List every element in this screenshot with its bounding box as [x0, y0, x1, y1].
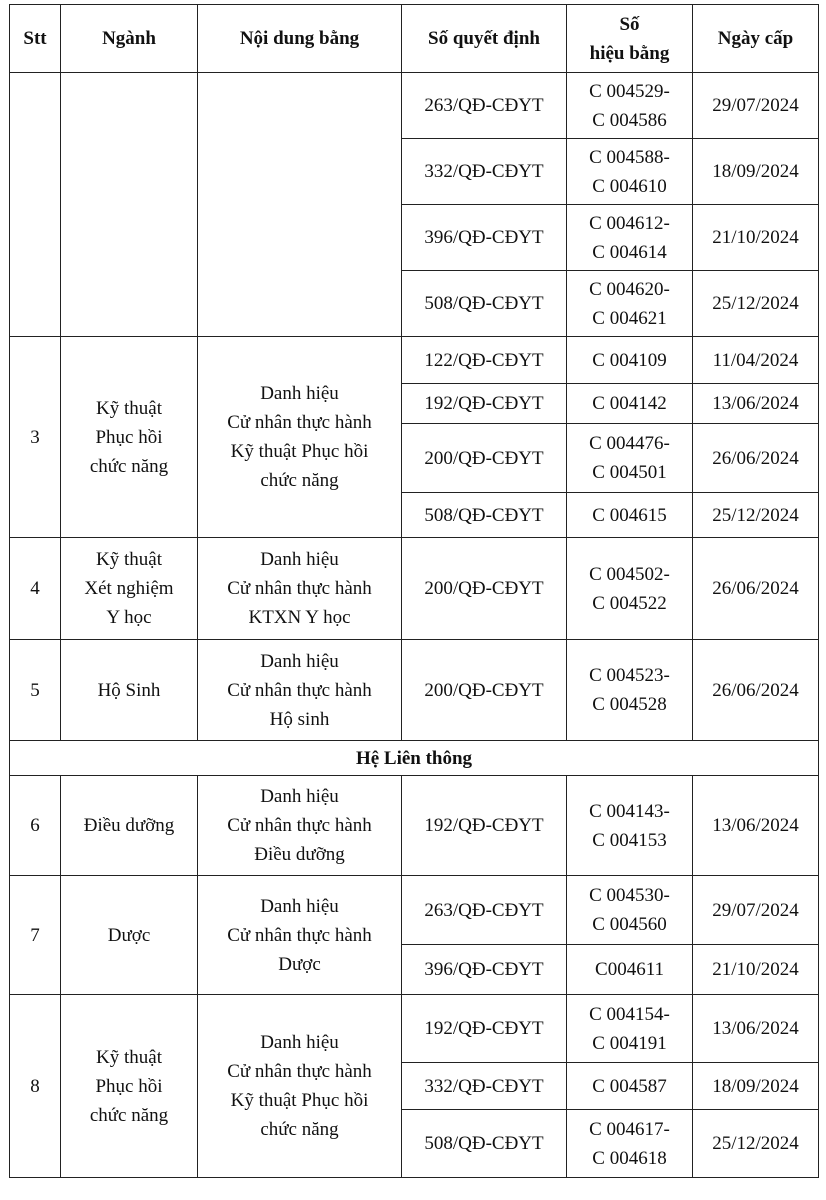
noi-dung-line: Danh hiệu	[260, 786, 339, 807]
cell-so-hieu	[567, 995, 693, 1063]
cell-nganh	[61, 876, 198, 995]
cell-ngay-cap: 25/12/2024	[693, 493, 819, 538]
cell-stt: 8	[10, 995, 61, 1178]
nganh-line: Phục hồi	[95, 426, 163, 448]
so-hieu-line: C 004191	[592, 1032, 667, 1054]
noi-dung-line: Danh hiệu	[260, 1032, 339, 1053]
noi-dung-line: Dược	[278, 953, 321, 975]
table-row	[10, 640, 819, 741]
table-row	[10, 995, 819, 1063]
cell-so-hieu	[567, 139, 693, 205]
cell-so-quyet-dinh: 192/QĐ-CĐYT	[402, 995, 567, 1063]
cell-so-quyet-dinh: 200/QĐ-CĐYT	[402, 424, 567, 493]
noi-dung-line: Cử nhân thực hành	[227, 679, 372, 701]
header-ngay-cap: Ngày cấp	[693, 5, 819, 73]
cell-noi-dung	[198, 538, 402, 640]
cell-nganh	[61, 995, 198, 1178]
section-title: Hệ Liên thông	[10, 741, 819, 776]
header-so-quyet-dinh: Số quyết định	[402, 5, 567, 73]
cell-stt: 6	[10, 776, 61, 876]
cell-ngay-cap: 26/06/2024	[693, 538, 819, 640]
cell-so-hieu	[567, 205, 693, 271]
cell-so-hieu	[567, 640, 693, 741]
so-hieu-line: C 004617-	[589, 1118, 670, 1140]
so-hieu-line: C 004530-	[589, 885, 670, 906]
cell-ngay-cap: 18/09/2024	[693, 139, 819, 205]
cell-so-hieu	[567, 73, 693, 139]
cell-so-quyet-dinh: 263/QĐ-CĐYT	[402, 876, 567, 945]
so-hieu-line: C004611	[595, 959, 664, 980]
so-hieu-line: C 004560	[592, 914, 667, 935]
header-row	[10, 5, 819, 73]
cell-ngay-cap: 25/12/2024	[693, 271, 819, 337]
so-hieu-line: C 004620-	[589, 278, 670, 300]
cell-so-hieu	[567, 1063, 693, 1110]
so-hieu-line: C 004529-	[589, 80, 670, 102]
cell-ngay-cap: 29/07/2024	[693, 73, 819, 139]
cell-ngay-cap: 13/06/2024	[693, 776, 819, 876]
cell-so-hieu	[567, 424, 693, 493]
cell-stt: 4	[10, 538, 61, 640]
cell-ngay-cap: 21/10/2024	[693, 945, 819, 995]
noi-dung-line: Cử nhân thực hành	[227, 1061, 372, 1082]
cell-so-hieu	[567, 538, 693, 640]
cell-ngay-cap: 13/06/2024	[693, 384, 819, 424]
table-row	[10, 73, 819, 139]
cell-ngay-cap: 26/06/2024	[693, 640, 819, 741]
cell-so-hieu	[567, 271, 693, 337]
cell-so-quyet-dinh: 332/QĐ-CĐYT	[402, 139, 567, 205]
cell-nganh	[61, 640, 198, 741]
so-hieu-line: C 004154-	[589, 1003, 670, 1025]
cell-ngay-cap: 29/07/2024	[693, 876, 819, 945]
so-hieu-line: C 004621	[592, 307, 667, 329]
nganh-line: Điều dưỡng	[83, 815, 175, 836]
cell-so-hieu	[567, 945, 693, 995]
noi-dung-line: Kỹ thuật Phục hồi	[230, 1090, 369, 1111]
so-hieu-line: C 004587	[592, 1075, 667, 1097]
noi-dung-line: Danh hiệu	[260, 383, 339, 404]
noi-dung-line: Cử nhân thực hành	[227, 412, 372, 433]
cell-nganh	[61, 538, 198, 640]
noi-dung-line: chức năng	[260, 1119, 339, 1140]
cell-so-hieu	[567, 337, 693, 384]
cell-stt	[10, 73, 61, 337]
so-hieu-line: C 004502-	[589, 563, 670, 585]
noi-dung-line: Danh hiệu	[260, 895, 339, 917]
cell-stt: 5	[10, 640, 61, 741]
cell-so-hieu	[567, 384, 693, 424]
noi-dung-line: KTXN Y học	[248, 607, 351, 628]
header-nganh: Ngành	[61, 5, 198, 73]
header-noi-dung: Nội dung bằng	[198, 5, 402, 73]
table-row	[10, 337, 819, 384]
nganh-line: Dược	[107, 924, 151, 946]
table-row	[10, 776, 819, 876]
noi-dung-line: chức năng	[260, 470, 339, 491]
nganh-line: Kỹ thuật	[96, 397, 162, 419]
so-hieu-line: C 004523-	[589, 665, 670, 686]
cell-so-quyet-dinh: 396/QĐ-CĐYT	[402, 945, 567, 995]
cell-so-quyet-dinh: 263/QĐ-CĐYT	[402, 73, 567, 139]
so-hieu-line: C 004142	[592, 393, 667, 414]
cell-ngay-cap: 21/10/2024	[693, 205, 819, 271]
header-so-hieu-line-1: Số	[619, 13, 640, 35]
noi-dung-line: Kỹ thuật Phục hồi	[230, 441, 369, 462]
so-hieu-line: C 004143-	[589, 800, 670, 822]
cell-ngay-cap: 26/06/2024	[693, 424, 819, 493]
noi-dung-line: Cử nhân thực hành	[227, 815, 372, 836]
cell-nganh	[61, 73, 198, 337]
so-hieu-line: C 004501	[592, 462, 667, 483]
cell-stt: 3	[10, 337, 61, 538]
cell-so-quyet-dinh: 396/QĐ-CĐYT	[402, 205, 567, 271]
cell-so-quyet-dinh: 122/QĐ-CĐYT	[402, 337, 567, 384]
cell-noi-dung	[198, 776, 402, 876]
so-hieu-line: C 004610	[592, 175, 667, 197]
cell-so-hieu	[567, 776, 693, 876]
cell-ngay-cap: 11/04/2024	[693, 337, 819, 384]
cell-so-quyet-dinh: 508/QĐ-CĐYT	[402, 271, 567, 337]
header-stt: Stt	[10, 5, 61, 73]
so-hieu-line: C 004522	[592, 592, 667, 614]
document-page	[9, 4, 819, 1178]
noi-dung-line: Cử nhân thực hành	[227, 924, 372, 946]
table-row	[10, 876, 819, 945]
so-hieu-line: C 004586	[592, 109, 667, 131]
nganh-line: Y học	[106, 607, 152, 628]
so-hieu-line: C 004528	[592, 694, 667, 715]
cell-noi-dung	[198, 876, 402, 995]
diploma-table	[9, 4, 819, 1178]
cell-noi-dung	[198, 995, 402, 1178]
nganh-line: Kỹ thuật	[96, 1046, 162, 1068]
cell-so-quyet-dinh: 332/QĐ-CĐYT	[402, 1063, 567, 1110]
so-hieu-line: C 004109	[592, 349, 667, 371]
nganh-line: Hộ Sinh	[97, 679, 161, 701]
cell-so-hieu	[567, 876, 693, 945]
so-hieu-line: C 004615	[592, 504, 667, 526]
so-hieu-line: C 004153	[592, 829, 667, 851]
cell-so-quyet-dinh: 508/QĐ-CĐYT	[402, 493, 567, 538]
header-so-hieu-bang	[567, 5, 693, 73]
cell-so-hieu	[567, 493, 693, 538]
header-so-hieu-line-2: hiệu bằng	[589, 42, 670, 64]
noi-dung-line: Điều dưỡng	[254, 844, 345, 865]
cell-noi-dung	[198, 640, 402, 741]
cell-so-quyet-dinh: 508/QĐ-CĐYT	[402, 1110, 567, 1178]
cell-so-quyet-dinh: 200/QĐ-CĐYT	[402, 538, 567, 640]
cell-so-hieu	[567, 1110, 693, 1178]
nganh-line: chức năng	[89, 455, 169, 477]
nganh-line: Phục hồi	[95, 1075, 163, 1097]
so-hieu-line: C 004476-	[589, 433, 670, 454]
noi-dung-line: Hộ sinh	[269, 708, 330, 730]
so-hieu-line: C 004612-	[589, 212, 670, 234]
cell-nganh	[61, 337, 198, 538]
section-row	[10, 741, 819, 776]
cell-ngay-cap: 13/06/2024	[693, 995, 819, 1063]
nganh-line: chức năng	[89, 1104, 169, 1126]
nganh-line: Xét nghiệm	[84, 578, 174, 599]
cell-so-quyet-dinh: 192/QĐ-CĐYT	[402, 776, 567, 876]
cell-nganh	[61, 776, 198, 876]
cell-ngay-cap: 18/09/2024	[693, 1063, 819, 1110]
cell-so-quyet-dinh: 192/QĐ-CĐYT	[402, 384, 567, 424]
so-hieu-line: C 004588-	[589, 146, 670, 168]
noi-dung-line: Danh hiệu	[260, 549, 339, 570]
cell-noi-dung	[198, 73, 402, 337]
so-hieu-line: C 004614	[592, 241, 667, 263]
noi-dung-line: Danh hiệu	[260, 650, 339, 672]
cell-noi-dung	[198, 337, 402, 538]
cell-stt: 7	[10, 876, 61, 995]
cell-ngay-cap: 25/12/2024	[693, 1110, 819, 1178]
noi-dung-line: Cử nhân thực hành	[227, 578, 372, 599]
so-hieu-line: C 004618	[592, 1147, 667, 1169]
nganh-line: Kỹ thuật	[96, 549, 162, 570]
cell-so-quyet-dinh: 200/QĐ-CĐYT	[402, 640, 567, 741]
table-row	[10, 538, 819, 640]
